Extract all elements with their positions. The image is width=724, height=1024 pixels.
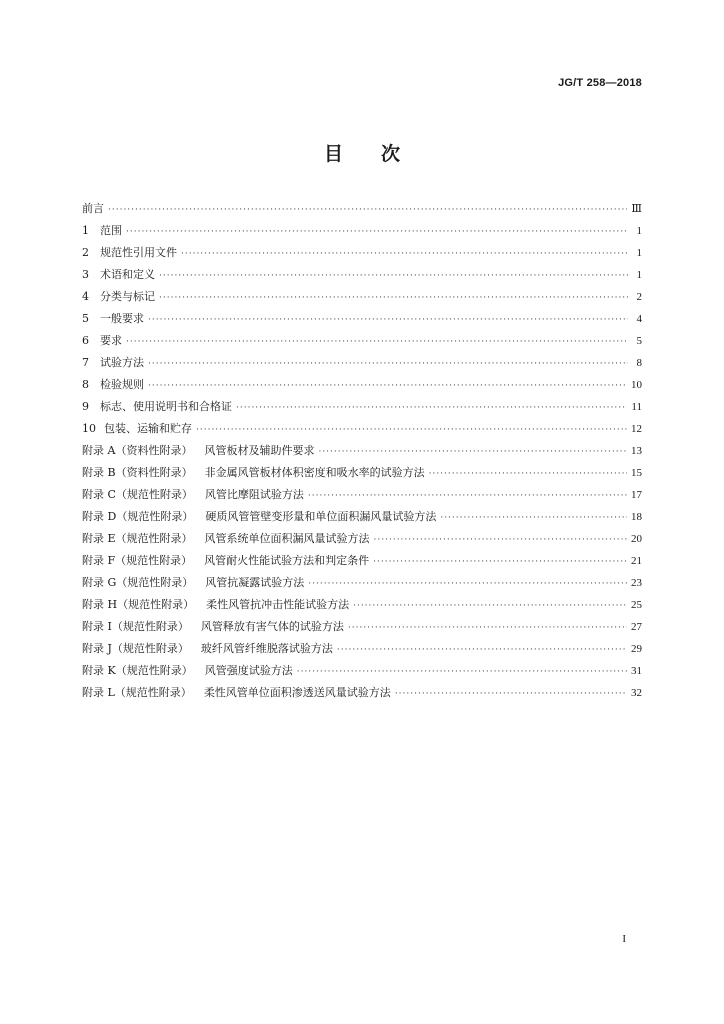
toc-entry-number: 5 bbox=[82, 312, 89, 325]
toc-entry-title: 风管抗凝露试验方法 bbox=[205, 576, 305, 589]
toc-entry-number: 4 bbox=[82, 290, 89, 303]
toc-entry-number: 8 bbox=[82, 378, 89, 391]
toc-entry[interactable] bbox=[82, 484, 642, 506]
toc-dot-leader bbox=[308, 485, 627, 507]
toc-entry-title: 风管耐火性能试验方法和判定条件 bbox=[204, 554, 370, 567]
toc-entry-title: 术语和定义 bbox=[100, 268, 155, 281]
toc-dot-leader bbox=[126, 221, 628, 243]
toc-entry-label bbox=[82, 352, 144, 374]
toc-entry-appendix-prefix: 附录 D（规范性附录） bbox=[82, 510, 194, 523]
toc-entry-label bbox=[82, 308, 144, 330]
toc-entry-appendix-prefix: 附录 G（规范性附录） bbox=[82, 576, 194, 589]
toc-entry-label bbox=[82, 484, 304, 506]
toc-entry[interactable] bbox=[82, 286, 642, 308]
toc-entry[interactable] bbox=[82, 594, 642, 616]
toc-entry-page: 25 bbox=[631, 599, 642, 611]
toc-entry-number: 10 bbox=[82, 422, 96, 435]
toc-entry-title: 硬质风管管壁变形量和单位面积漏风量试验方法 bbox=[205, 510, 437, 523]
toc-entry-page: 32 bbox=[631, 687, 642, 699]
toc-entry-label bbox=[82, 506, 436, 528]
toc-entry-title: 范围 bbox=[100, 224, 122, 237]
toc-entry[interactable] bbox=[82, 440, 642, 462]
toc-entry-number: 9 bbox=[82, 400, 89, 413]
toc-dot-leader bbox=[440, 507, 627, 529]
toc-dot-leader bbox=[373, 551, 627, 573]
toc-entry-label bbox=[82, 528, 370, 550]
toc-dot-leader bbox=[318, 441, 627, 463]
toc-entry[interactable] bbox=[82, 242, 642, 264]
toc-entry-label bbox=[82, 242, 177, 264]
table-of-contents bbox=[82, 198, 642, 704]
toc-entry-title: 风管比摩阻试验方法 bbox=[204, 488, 304, 501]
toc-entry-appendix-prefix: 附录 I（规范性附录） bbox=[82, 620, 189, 633]
toc-dot-leader bbox=[236, 397, 627, 419]
toc-entry-page: 2 bbox=[636, 291, 642, 303]
toc-entry-appendix-prefix: 附录 B（资料性附录） bbox=[82, 466, 193, 479]
toc-entry-label bbox=[82, 594, 349, 616]
toc-entry-title: 风管强度试验方法 bbox=[204, 664, 293, 677]
toc-entry-page: 20 bbox=[631, 533, 642, 545]
toc-entry-title: 柔性风管抗冲击性能试验方法 bbox=[206, 598, 350, 611]
toc-entry[interactable] bbox=[82, 330, 642, 352]
toc-entry[interactable] bbox=[82, 198, 642, 220]
toc-entry-appendix-prefix: 附录 J（规范性附录） bbox=[82, 642, 189, 655]
toc-entry-title: 标志、使用说明书和合格证 bbox=[100, 400, 232, 413]
toc-entry[interactable] bbox=[82, 308, 642, 330]
toc-dot-leader bbox=[196, 419, 627, 441]
toc-entry-number: 2 bbox=[82, 246, 89, 259]
toc-entry-label bbox=[82, 440, 314, 462]
toc-entry-page: 12 bbox=[631, 423, 642, 435]
toc-entry-page: 27 bbox=[631, 621, 642, 633]
toc-dot-leader bbox=[159, 265, 628, 287]
toc-entry-title: 包装、运输和贮存 bbox=[104, 422, 192, 435]
toc-entry[interactable] bbox=[82, 506, 642, 528]
toc-entry-page: 1 bbox=[636, 269, 642, 281]
toc-entry-label bbox=[82, 396, 232, 418]
toc-entry-number: 7 bbox=[82, 356, 89, 369]
toc-dot-leader bbox=[337, 639, 627, 661]
toc-entry[interactable] bbox=[82, 616, 642, 638]
toc-entry-label bbox=[82, 374, 144, 396]
toc-dot-leader bbox=[181, 243, 628, 265]
toc-entry-page: 5 bbox=[636, 335, 642, 347]
toc-entry-title: 柔性风管单位面积渗透送风量试验方法 bbox=[203, 686, 391, 699]
toc-entry-title: 风管释放有害气体的试验方法 bbox=[200, 620, 344, 633]
toc-entry-appendix-prefix: 附录 E（规范性附录） bbox=[82, 532, 193, 545]
toc-entry-page: 10 bbox=[631, 379, 642, 391]
toc-dot-leader bbox=[353, 595, 627, 617]
toc-dot-leader bbox=[374, 529, 627, 551]
toc-entry[interactable] bbox=[82, 418, 642, 440]
toc-entry-appendix-prefix: 附录 A（资料性附录） bbox=[82, 444, 193, 457]
toc-dot-leader bbox=[148, 309, 628, 331]
toc-entry-page: 11 bbox=[631, 401, 642, 413]
toc-entry-label bbox=[82, 660, 293, 682]
toc-entry-number: 3 bbox=[82, 268, 89, 281]
toc-entry-page: 13 bbox=[631, 445, 642, 457]
page-title-char-2: 次 bbox=[381, 143, 401, 165]
page-title-char-1: 目 bbox=[323, 143, 343, 165]
toc-entry-label bbox=[82, 638, 333, 660]
toc-entry-label bbox=[82, 550, 369, 572]
page-title bbox=[0, 139, 724, 166]
toc-entry[interactable] bbox=[82, 682, 642, 704]
toc-entry[interactable] bbox=[82, 264, 642, 286]
toc-dot-leader bbox=[108, 199, 627, 221]
toc-entry[interactable] bbox=[82, 660, 642, 682]
toc-entry-page: 23 bbox=[631, 577, 642, 589]
toc-entry-page: 29 bbox=[631, 643, 642, 655]
page-number: I bbox=[622, 933, 626, 945]
toc-entry-label bbox=[82, 682, 391, 704]
toc-entry-label bbox=[82, 286, 155, 308]
toc-entry[interactable] bbox=[82, 462, 642, 484]
toc-entry-page: 15 bbox=[631, 467, 642, 479]
toc-entry[interactable] bbox=[82, 352, 642, 374]
toc-entry-title: 风管板材及辅助件要求 bbox=[204, 444, 315, 457]
toc-entry-number: 6 bbox=[82, 334, 89, 347]
toc-dot-leader bbox=[126, 331, 628, 353]
toc-entry-label bbox=[82, 572, 304, 594]
toc-entry-page: 8 bbox=[636, 357, 642, 369]
toc-entry-title: 试验方法 bbox=[100, 356, 144, 369]
toc-entry-title: 非金属风管板材体积密度和吸水率的试验方法 bbox=[204, 466, 425, 479]
toc-entry-page: Ⅲ bbox=[631, 203, 642, 215]
toc-dot-leader bbox=[148, 375, 627, 397]
toc-entry[interactable] bbox=[82, 638, 642, 660]
toc-entry[interactable] bbox=[82, 220, 642, 242]
toc-entry-appendix-prefix: 附录 F（规范性附录） bbox=[82, 554, 193, 567]
toc-entry-label bbox=[82, 418, 192, 440]
toc-dot-leader bbox=[297, 661, 627, 683]
toc-entry-title: 要求 bbox=[100, 334, 122, 347]
toc-dot-leader bbox=[159, 287, 628, 309]
toc-dot-leader bbox=[429, 463, 627, 485]
toc-entry-label bbox=[82, 616, 344, 638]
toc-entry-title: 风管系统单位面积漏风量试验方法 bbox=[204, 532, 370, 545]
toc-entry[interactable] bbox=[82, 550, 642, 572]
toc-entry-page: 1 bbox=[636, 225, 642, 237]
toc-entry[interactable] bbox=[82, 396, 642, 418]
toc-entry-title: 前言 bbox=[82, 202, 104, 215]
toc-entry-title: 规范性引用文件 bbox=[100, 246, 177, 259]
toc-entry[interactable] bbox=[82, 374, 642, 396]
toc-entry[interactable] bbox=[82, 528, 642, 550]
toc-dot-leader bbox=[348, 617, 627, 639]
standard-code: JG/T 258—2018 bbox=[558, 77, 642, 89]
toc-dot-leader bbox=[395, 683, 627, 705]
toc-entry-appendix-prefix: 附录 C（规范性附录） bbox=[82, 488, 193, 501]
toc-entry-page: 31 bbox=[631, 665, 642, 677]
toc-entry-title: 一般要求 bbox=[100, 312, 144, 325]
toc-dot-leader bbox=[308, 573, 627, 595]
toc-entry-label bbox=[82, 462, 425, 484]
toc-entry-label bbox=[82, 198, 104, 220]
toc-entry-appendix-prefix: 附录 H（规范性附录） bbox=[82, 598, 195, 611]
toc-entry-number: 1 bbox=[82, 224, 89, 237]
toc-entry-appendix-prefix: 附录 K（规范性附录） bbox=[82, 664, 193, 677]
toc-entry-appendix-prefix: 附录 L（规范性附录） bbox=[82, 686, 192, 699]
toc-entry-title: 分类与标记 bbox=[100, 290, 155, 303]
toc-entry-label bbox=[82, 220, 122, 242]
toc-entry-page: 1 bbox=[636, 247, 642, 259]
toc-entry-label bbox=[82, 330, 122, 352]
toc-entry[interactable] bbox=[82, 572, 642, 594]
toc-dot-leader bbox=[148, 353, 628, 375]
toc-entry-page: 21 bbox=[631, 555, 642, 567]
toc-entry-page: 18 bbox=[631, 511, 642, 523]
toc-entry-title: 玻纤风管纤维脱落试验方法 bbox=[200, 642, 333, 655]
toc-entry-title: 检验规则 bbox=[100, 378, 144, 391]
toc-entry-page: 4 bbox=[636, 313, 642, 325]
toc-entry-label bbox=[82, 264, 155, 286]
toc-entry-page: 17 bbox=[631, 489, 642, 501]
